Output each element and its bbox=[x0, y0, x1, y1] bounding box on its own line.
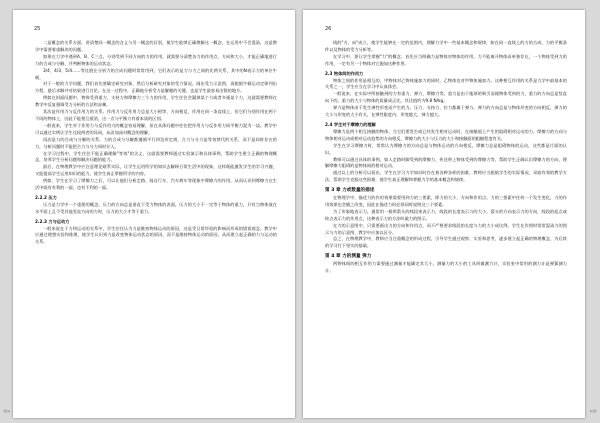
section-heading: 第 3 章 力或数量的描述 bbox=[325, 188, 375, 194]
body-paragraph: 为了形象地表示力，通常用一根带箭头的线段来表示力，线段的长度表示力的大小，箭头的方向表示力的方向，线段的起点或终点表示力的作用点，这种表示力的方法叫做力的图示。 bbox=[325, 208, 567, 221]
body-paragraph: 再次是力的合成与分解的关系。力的合成与分解都遵循平行四边形定则，合力与分力是等效替代的关系，而不是同时存在的力，分析问题时不能把合力与分力同时计入。 bbox=[35, 136, 277, 149]
body-paragraph: 在学习中，要让学生掌握"力"的概念，首先应当明确力是物体对物体的作用，力不能离开物体而单独存在，一个物体受到力的作用，一定有另一个物体对它施加这种作用。 bbox=[325, 53, 567, 66]
body-paragraph: 一般说来，学生对于作用力与反作用力的概念容易理解，但在具体问题中往往把作用力与反作用力同平衡力混为一谈。教学中可以通过实例让学生比较两者的异同，从而加深对概念的理解。 bbox=[35, 122, 277, 135]
body-paragraph: 其次是作用力与反作用力的关系。作用力与反作用力总是大小相等、方向相反、作用在同一条直线上，但它们分别作用在两个不同的物体上，因此不能相互抵消，这一点与平衡力有着本质的区别。 bbox=[35, 109, 277, 121]
previous-page-arrow-icon[interactable]: ⇦ bbox=[3, 407, 11, 417]
body-paragraph: 两物体间的相互作用力需要通过测量才能确定其大小，测量力的大小的工具叫做测力计，实验室中常用的测力计是弹簧测力计。 bbox=[325, 261, 567, 274]
section-heading: 2.2.2 压力 bbox=[35, 194, 57, 200]
body-paragraph: 物体之间的作用是相互的，甲物体对乙物体施加力的同时，乙物体也对甲物体施加力。这种相互作用的关系是力学中最基本的关系之一，学生应当在学习中认真体会。 bbox=[325, 77, 567, 90]
body-paragraph: 如果在力学中遇到A、B、C三点，分别受到不同方向的力的作用，就需要分清楚各力的作用点、方向和大小，才能正确地进行力的合成与分解，并判断物体的运动状态。 bbox=[35, 53, 277, 66]
body-paragraph: 3/4、4/3、5/4……等比值在分析力的合成问题时常常用到，它们表示的是力与力之间的比例关系，其中的N表示力的单位牛顿。 bbox=[35, 67, 277, 80]
body-paragraph: 学生在学习摩擦力时，常常认为摩擦力的方向总是与物体运动的方向相反，摩擦力总是阻碍物体的运动，这些都是片面的认识。 bbox=[325, 142, 567, 155]
body-paragraph: 教师可以通过具体的事例，如人走路时脚受到的摩擦力、传送带上物体受到的摩擦力等，帮助学生正确认识摩擦力的方向，理解摩擦力阻碍的是物体间的相对运动。 bbox=[325, 156, 567, 169]
page-text-body bbox=[35, 40, 277, 412]
body-paragraph: 例如，学生在学习了摩擦力之后，可以让他们分析走路、骑自行车、汽车刹车等现象中摩擦力的作用，从而认识到摩擦力在生活中既有有利的一面，也有不利的一面。 bbox=[35, 178, 277, 191]
section-heading: 第 4 章 力的测量 弹力 bbox=[325, 254, 372, 260]
page-number: 25 bbox=[34, 26, 41, 32]
body-paragraph: 最后，在物理教学中应注意理论联系实际，让学生运用所学的知识去解释日常生活中的现象，这样既能激发学生的学习兴趣，又能提高学生运用知识的能力，使学生真正掌握所学的内容。 bbox=[35, 164, 277, 177]
body-paragraph: 摩擦力是两个相互接触的物体，当它们要发生或已经发生相对运动时，在接触面上产生的阻碍相对运动的力。摩擦力的方向与物体相对运动或相对运动趋势的方向相反，摩擦力的大小与压力的大小和接触面的粗糙程度有关。 bbox=[325, 128, 567, 141]
body-paragraph: 二是概念的关系方面，讲清楚同一概念的含义与另一概念的区别，使学生能够正确理解这一概念，在运用中不会混淆，这是教学中需要着重解决的问题。 bbox=[35, 40, 277, 52]
section-heading: 2.3 物体间的作用力 bbox=[325, 70, 364, 76]
body-paragraph: 对于一般的力学问题，我们首先要确定研究对象，然后分析研究对象的受力情况，画出受力示意图，再根据牛顿运动定律列出方程，最后求解并对结果进行讨论。在这一过程中，正确地分析受力是解题的关键，也是学生最容易出错的地方。 bbox=[35, 81, 277, 94]
body-paragraph: 一般说来，在实际中所接触到的力有重力、弹力、摩擦力等。重力是由于地球的吸引而使物体受到的力，重力的方向总是竖直向下的，重力的大小与物体的质量成正比，其比值约为9.8 N/kg。 bbox=[325, 91, 567, 104]
body-paragraph: 通过以上的分析可以看出，学生在学习力学知识时存在着各种各样的困难，教师应当根据学生的实际情况，采取有效的教学方法，帮助学生克服这些困难，使学生真正理解和掌握力学的基本概念和规律。 bbox=[325, 170, 567, 183]
section-heading: 2.4 学生对于摩擦力的理解 bbox=[325, 121, 376, 127]
next-page-arrow-icon[interactable]: ⇨ bbox=[589, 407, 597, 417]
page-number: 26 bbox=[325, 26, 332, 32]
page-text-body bbox=[325, 40, 567, 412]
body-paragraph: 在物理学中，描述力的作用效果需要用到力的三要素，即力的大小、方向和作用点。力的三要素中任何一个发生变化，力的作用效果也会随之改变，因此在描述力时必须同时说明这三个要素。 bbox=[325, 195, 567, 207]
body-paragraph: 线的"方、向"成立，使学生能够在一定的范围内，理解力学中一些基本概念和规律，如在同一直线上的力的合成、力的平衡条件以及物体的受力分析等。 bbox=[325, 40, 567, 52]
body-paragraph: 总之，在物理教学中，教师应当注重概念的形成过程，引导学生通过观察、实验和思考，逐步建立起正确的物理概念，为后续的学习打下坚实的基础。 bbox=[325, 236, 567, 249]
body-paragraph: 在力的示意图中，只需要画出力的方向和作用点，而不严格要求线段的长度与力的大小成比例。学生在作图时常常混淆力的图示与力的示意图，教学中应加以区分。 bbox=[325, 222, 567, 235]
document-page-right bbox=[303, 10, 585, 418]
body-paragraph: 弹力是物体由于发生弹性形变而产生的力。压力、支持力、拉力都属于弹力。弹力的方向总是与物体形变的方向相反，弹力的大小与形变的大小有关，在弹性限度内，形变越大，弹力越大。 bbox=[325, 105, 567, 118]
document-page-left bbox=[13, 10, 295, 418]
body-paragraph: 一般来说在于力和运动的关系中，学生往往认为力是维持物体运动的原因，这是受日常经验的影响而形成的错误观念。教学中应通过理想实验和推理，使学生认识到力是改变物体运动状态的原因，而不是维持物体运动的原因，从而建立起正确的力与运动的关系。 bbox=[35, 225, 277, 245]
body-paragraph: 压力是力学中一个重要的概念。压力的方向总是垂直于受力物体的表面，压力的大小不一定等于物体的重力，只有当物体放在水平面上且不受其他竖直方向的力时，压力的大小才等于重力。 bbox=[35, 201, 277, 214]
body-paragraph: 例如在斜面问题中，物体受到重力、支持力和摩擦力三个力的作用，学生往往会漏掉某个力或者多画某个力，这就需要教师在教学中反复强调受力分析的方法和步骤。 bbox=[35, 95, 277, 108]
section-heading: 2.2.3 力与运动力 bbox=[35, 218, 70, 224]
body-paragraph: 在学习过程中，学生往往不能正确理解"等效"的含义，这就需要教师通过实验演示和具体事例，帮助学生建立正确的物理概念，培养学生分析问题和解决问题的能力。 bbox=[35, 150, 277, 163]
